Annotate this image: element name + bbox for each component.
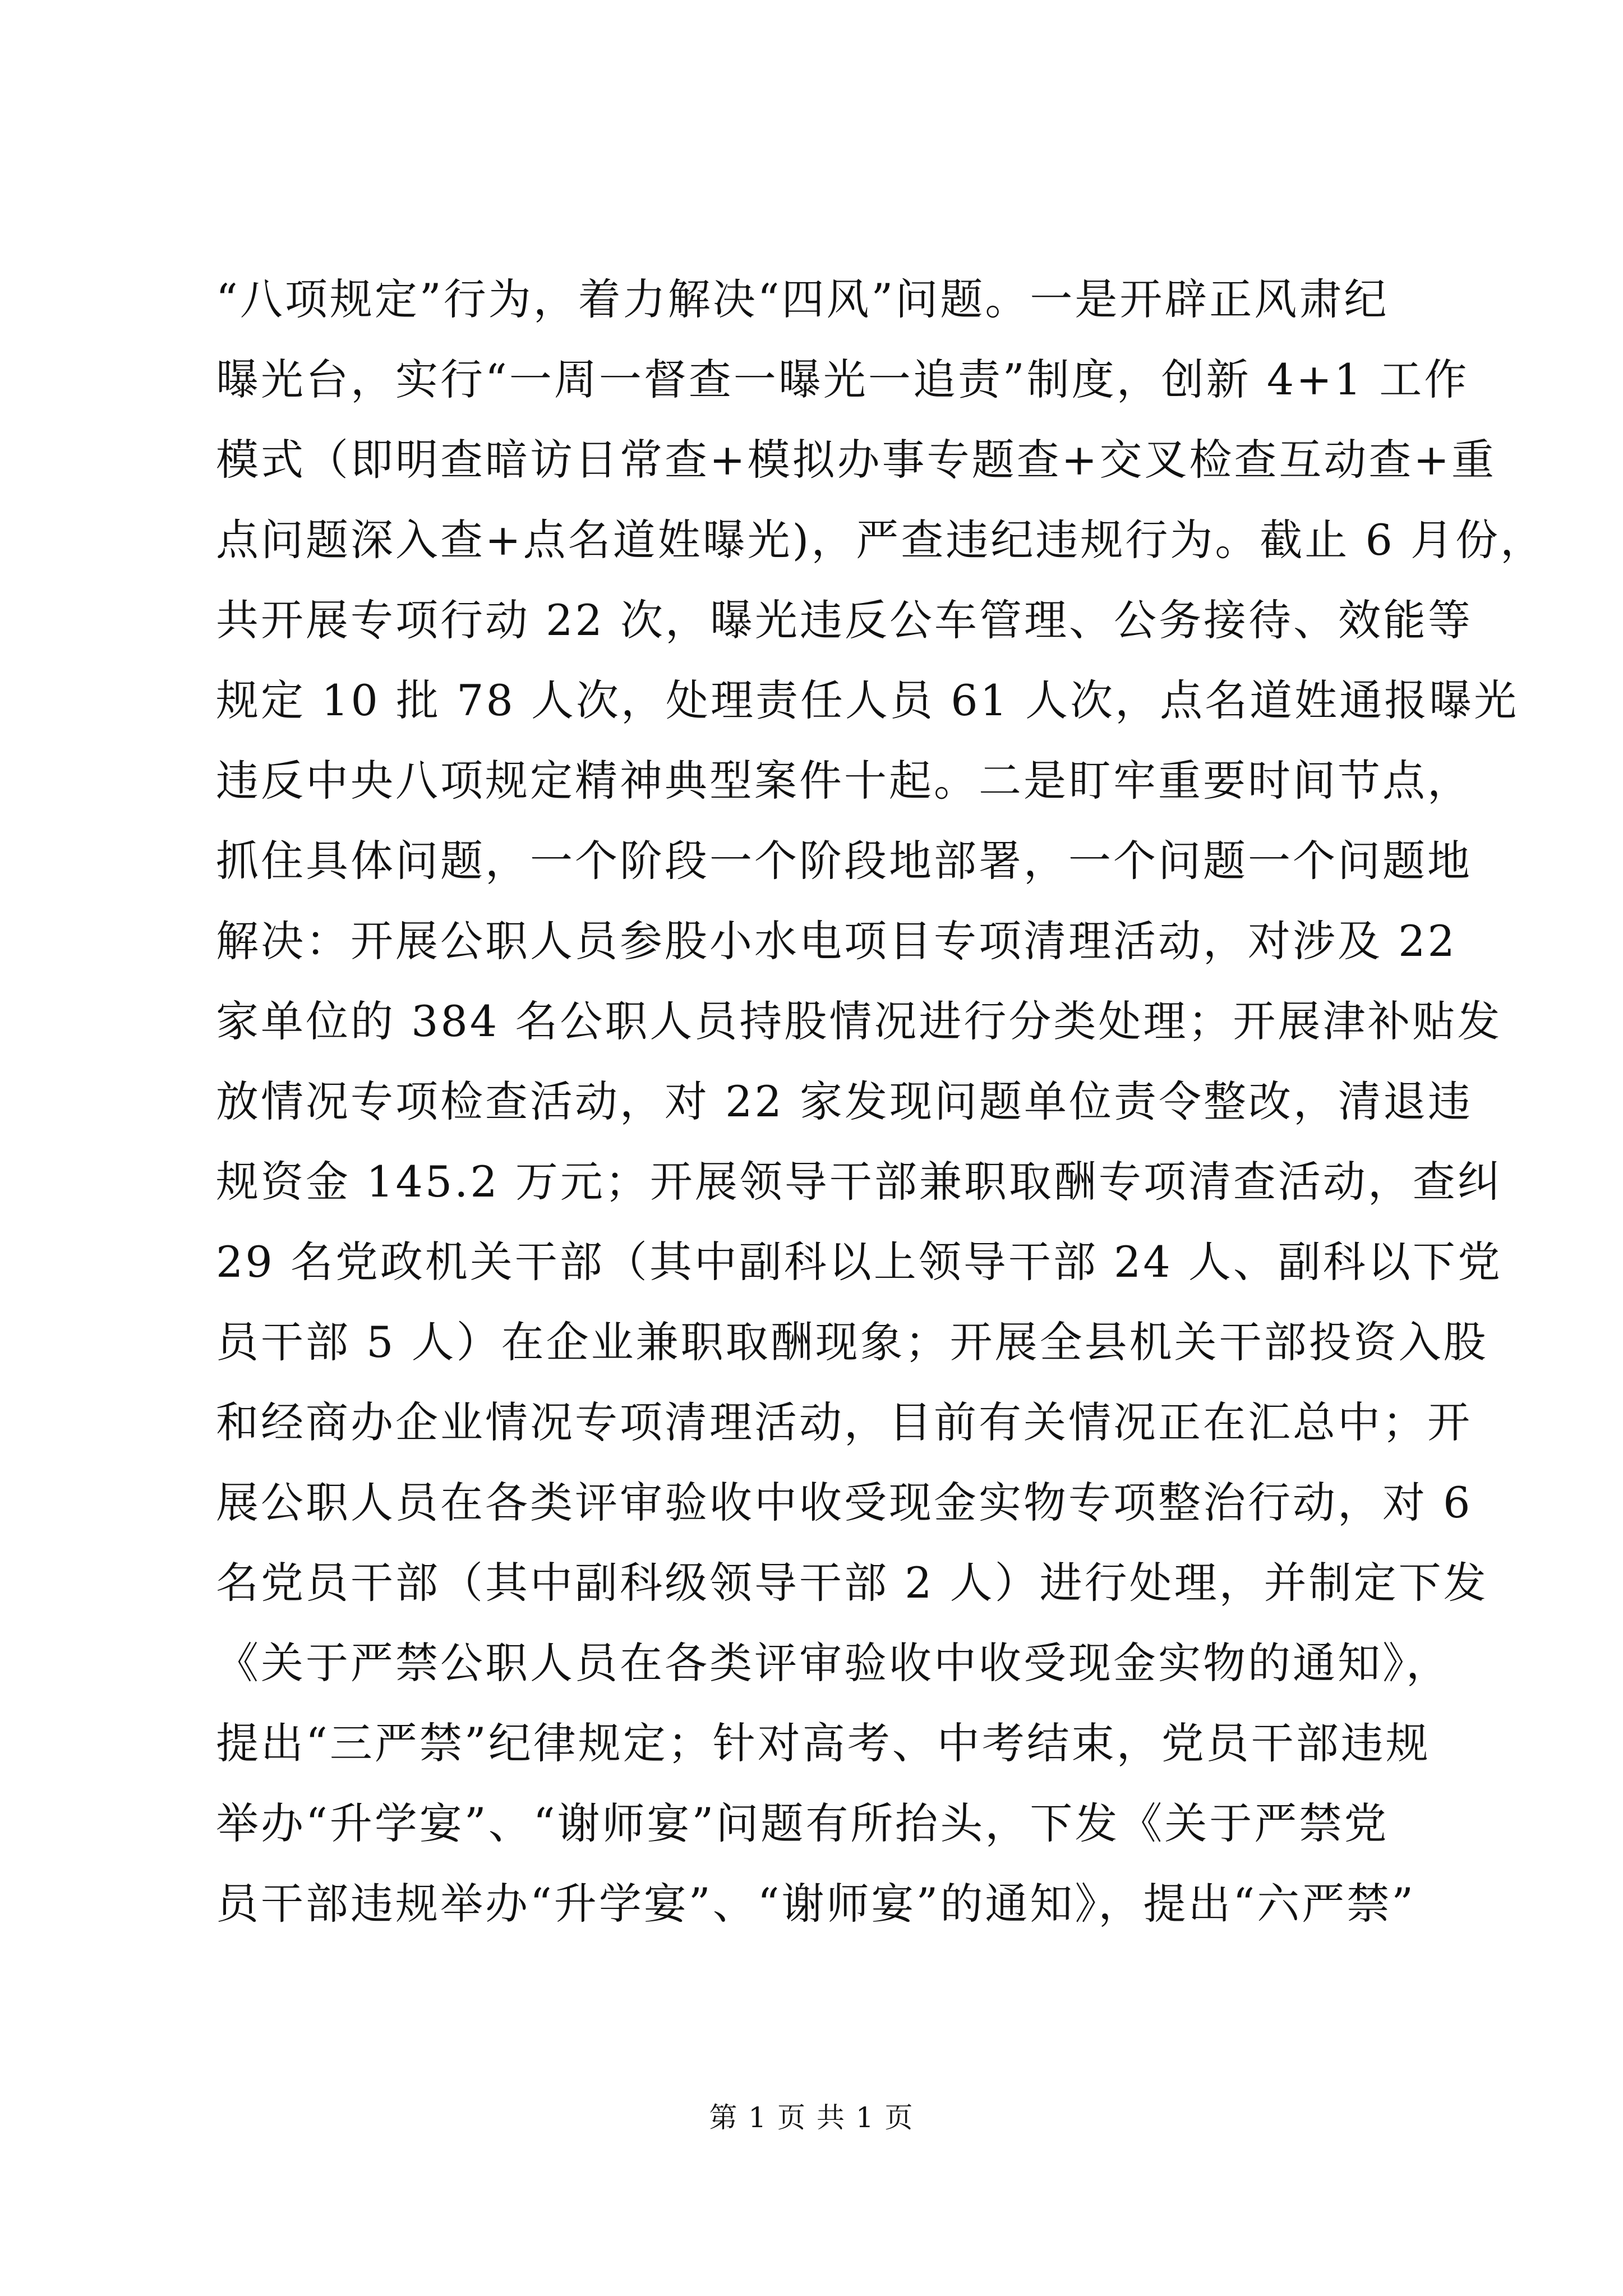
text-line: 举办“升学宴”、“谢师宴”问题有所抬头，下发《关于严禁党 [216, 1798, 1389, 1848]
text-line: 家单位的 384 名公职人员持股情况进行分类处理；开展津补贴发 [216, 996, 1502, 1046]
text-line: 规资金 145.2 万元；开展领导干部兼职取酬专项清查活动，查纠 [216, 1157, 1502, 1207]
text-line: 规定 10 批 78 人次，处理责任人员 61 人次，点名道姓通报曝光 [216, 675, 1519, 725]
text-line: 抓住具体问题，一个阶段一个阶段地部署，一个问题一个问题地 [216, 836, 1472, 886]
text-line: 共开展专项行动 22 次，曝光违反公车管理、公务接待、效能等 [216, 595, 1473, 645]
text-line: 名党员干部（其中副科级领导干部 2 人）进行处理，并制定下发 [216, 1558, 1488, 1608]
text-line: 员干部 5 人）在企业兼职取酬现象；开展全县机关干部投资入股 [216, 1317, 1488, 1367]
text-line: 模式（即明查暗访日常查+模拟办事专题查+交叉检查互动查+重 [216, 435, 1497, 485]
text-line: 29 名党政机关干部（其中副科以上领导干部 24 人、副科以下党 [216, 1237, 1502, 1287]
text-line: “八项规定”行为，着力解决“四风”问题。一是开辟正风肃纪 [216, 274, 1389, 324]
text-line: 提出“三严禁”纪律规定；针对高考、中考结束，党员干部违规 [216, 1718, 1431, 1768]
text-line: 点问题深入查+点名道姓曝光)，严查违纪违规行为。截止 6 月份， [216, 515, 1545, 565]
page-footer: 第 1 页 共 1 页 [709, 2101, 914, 2134]
text-line: 《关于严禁公职人员在各类评审验收中收受现金实物的通知》， [216, 1638, 1451, 1688]
text-line: 违反中央八项规定精神典型案件十起。二是盯牢重要时间节点， [216, 756, 1472, 806]
text-line: 和经商办企业情况专项清理活动，目前有关情况正在汇总中；开 [216, 1397, 1472, 1447]
text-line: 曝光台，实行“一周一督查一曝光一追责”制度，创新 4+1 工作 [216, 355, 1469, 404]
text-line: 员干部违规举办“升学宴”、“谢师宴”的通知》，提出“六严禁” [216, 1879, 1416, 1929]
body-paragraph [216, 259, 1545, 1944]
text-line: 展公职人员在各类评审验收中收受现金实物专项整治行动，对 6 [216, 1478, 1473, 1527]
text-line: 解决：开展公职人员参股小水电项目专项清理活动，对涉及 22 [216, 916, 1457, 966]
text-line: 放情况专项检查活动，对 22 家发现问题单位责令整改，清退违 [216, 1076, 1473, 1126]
